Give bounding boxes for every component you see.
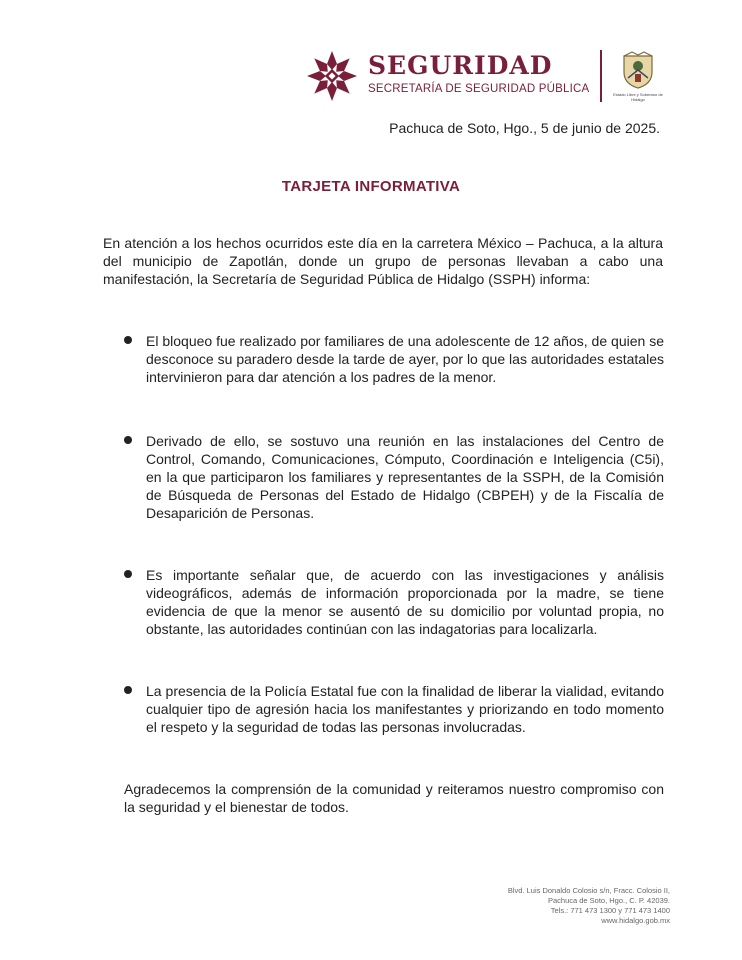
- shield-caption: Estado Libre y Soberano de Hidalgo: [613, 92, 663, 102]
- bullet-text: Es importante señalar que, de acuerdo con las investigaciones y análisis videográficos, además de información proporcionada por la madre, se tiene evidencia de que la menor se ausentó de su domicilio por voluntad propia, no obstante, las autoridades continúan con las indagatorias para localizarla.: [146, 567, 664, 637]
- footer-address-line: Blvd. Luis Donaldo Colosio s/n, Fracc. Colosio II,: [507, 886, 670, 895]
- bullet-text: La presencia de la Policía Estatal fue con la finalidad de liberar la vialidad, evitando cualquier tipo de agresión hacia los manifestantes y priorizando en todo momento el respeto y la seguridad de todas las personas involucradas.: [146, 683, 664, 735]
- footer-address-line: Pachuca de Soto, Hgo., C. P. 42039.: [547, 896, 670, 905]
- intro-paragraph: En atención a los hechos ocurridos este día en la carretera México – Pachuca, a la altura del municipio de Zapotlán, donde un grupo de personas llevaban a cabo una manifestación, la Secretaría de Seguridad Pública de Hidalgo (SSPH) informa:: [103, 235, 663, 287]
- brand-subtitle: SECRETARÍA DE SEGURIDAD PÚBLICA: [368, 83, 590, 95]
- bullet-dot: [124, 570, 132, 578]
- bullet-dot: [124, 336, 132, 344]
- bullet-dot: [124, 436, 132, 444]
- brand-title: SEGURIDAD: [368, 51, 553, 80]
- footer-phones: Tels.: 771 473 1300 y 771 473 1400: [550, 906, 670, 915]
- header-divider: [600, 50, 602, 102]
- bullet-text: El bloqueo fue realizado por familiares de una adolescente de 12 años, de quien se desconoce su paradero desde la tarde de ayer, por lo que las autoridades estatales intervinieron para dar atención a los padres de la menor.: [146, 333, 664, 385]
- star-emblem-icon: [306, 50, 358, 102]
- document-title: TARJETA INFORMATIVA: [281, 178, 461, 195]
- letterhead: [306, 46, 666, 108]
- hidalgo-shield-icon: [618, 50, 658, 90]
- footer-website: www.hidalgo.gob.mx: [601, 916, 670, 925]
- footer-address: [508, 886, 670, 926]
- closing-paragraph: Agradecemos la comprensión de la comunidad y reiteramos nuestro compromiso con la seguridad y el bienestar de todos.: [124, 781, 664, 815]
- bullet-text: Derivado de ello, se sostuvo una reunión en las instalaciones del Centro de Control, Comando, Comunicaciones, Cómputo, Coordinación e Inteligencia (C5i), en la que participaron los familiares y representantes de la SSPH, de la Comisión de Búsqueda de Personas del Estado de Hidalgo (CBPEH) y de la Fiscalía de Desaparición de Personas.: [146, 433, 664, 521]
- brand-block: [368, 52, 589, 96]
- bullet-dot: [124, 686, 132, 694]
- dateline: Pachuca de Soto, Hgo., 5 de junio de 2025.: [389, 120, 660, 136]
